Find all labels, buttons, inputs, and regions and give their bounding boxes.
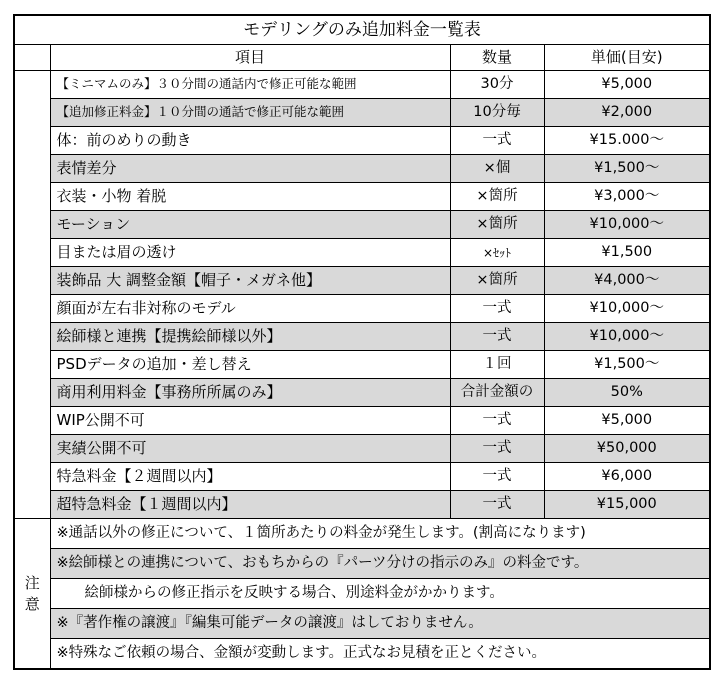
item-name: 顔面が左右非対称のモデル xyxy=(50,295,450,323)
item-qty: 30分 xyxy=(450,71,544,99)
table-row xyxy=(14,295,710,323)
item-qty: ×箇所 xyxy=(450,211,544,239)
notes-label-char: 意 xyxy=(24,594,40,613)
item-qty: 一式 xyxy=(450,295,544,323)
item-price: ¥15.000～ xyxy=(544,127,710,155)
table-row xyxy=(14,379,710,407)
item-price: ¥10,000～ xyxy=(544,295,710,323)
item-qty: 一式 xyxy=(450,463,544,491)
item-price: ¥1,500 xyxy=(544,239,710,267)
item-price: ¥10,000～ xyxy=(544,211,710,239)
table-row xyxy=(14,491,710,519)
item-qty: １回 xyxy=(450,351,544,379)
header-price: 単価(目安) xyxy=(544,45,710,71)
table-row xyxy=(14,211,710,239)
price-table xyxy=(13,14,711,670)
item-name: PSDデータの追加・差し替え xyxy=(50,351,450,379)
item-name: WIP公開不可 xyxy=(50,407,450,435)
item-name: 【追加修正料金】１０分間の通話で修正可能な範囲 xyxy=(50,99,450,127)
item-name: 衣装・小物 着脱 xyxy=(50,183,450,211)
note-row xyxy=(14,609,710,639)
item-price: ¥4,000～ xyxy=(544,267,710,295)
item-name: 装飾品 大 調整金額【帽子・メガネ他】 xyxy=(50,267,450,295)
table-row xyxy=(14,99,710,127)
item-price: ¥6,000 xyxy=(544,463,710,491)
item-qty: 一式 xyxy=(450,323,544,351)
item-price: 50% xyxy=(544,379,710,407)
item-name: 表情差分 xyxy=(50,155,450,183)
item-price: ¥2,000 xyxy=(544,99,710,127)
item-price: ¥50,000 xyxy=(544,435,710,463)
item-price: ¥1,500～ xyxy=(544,155,710,183)
item-name: 体：前のめりの動き xyxy=(50,127,450,155)
header-item: 項目 xyxy=(50,45,450,71)
item-name: 絵師様と連携【提携絵師様以外】 xyxy=(50,323,450,351)
item-name: 【ミニマムのみ】３０分間の通話内で修正可能な範囲 xyxy=(50,71,450,99)
table-row xyxy=(14,323,710,351)
item-price: ¥3,000～ xyxy=(544,183,710,211)
item-name: モーション xyxy=(50,211,450,239)
table-row xyxy=(14,183,710,211)
notes-label-char: 注 xyxy=(24,574,40,593)
table-row xyxy=(14,463,710,491)
item-qty: 一式 xyxy=(450,491,544,519)
note-row xyxy=(14,579,710,609)
item-qty: ×箇所 xyxy=(450,183,544,211)
item-name: 超特急料金【１週間以内】 xyxy=(50,491,450,519)
item-price: ¥5,000 xyxy=(544,407,710,435)
header-qty: 数量 xyxy=(450,45,544,71)
item-qty: ×個 xyxy=(450,155,544,183)
item-qty: 10分毎 xyxy=(450,99,544,127)
note-text: 絵師様からの修正指示を反映する場合、別途料金がかかります。 xyxy=(50,579,710,609)
table-row xyxy=(14,127,710,155)
row-side-cell xyxy=(14,71,50,519)
table-row xyxy=(14,155,710,183)
item-qty: ×ｾｯﾄ xyxy=(450,239,544,267)
table-row xyxy=(14,351,710,379)
table-title: モデリングのみ追加料金一覧表 xyxy=(14,15,710,45)
item-qty: 合計金額の xyxy=(450,379,544,407)
item-name: 実績公開不可 xyxy=(50,435,450,463)
item-price: ¥1,500～ xyxy=(544,351,710,379)
note-text: ※『著作権の譲渡』『編集可能データの譲渡』はしておりません。 xyxy=(50,609,710,639)
item-qty: 一式 xyxy=(450,435,544,463)
item-name: 目または眉の透け xyxy=(50,239,450,267)
note-row xyxy=(14,519,710,549)
corner-cell xyxy=(14,45,50,71)
table-row xyxy=(14,407,710,435)
table-row xyxy=(14,71,710,99)
item-name: 特急料金【２週間以内】 xyxy=(50,463,450,491)
item-qty: ×箇所 xyxy=(450,267,544,295)
note-row xyxy=(14,639,710,670)
item-price: ¥15,000 xyxy=(544,491,710,519)
item-name: 商用利用料金【事務所所属のみ】 xyxy=(50,379,450,407)
table-row xyxy=(14,239,710,267)
table-row xyxy=(14,267,710,295)
note-text: ※特殊なご依頼の場合、金額が変動します。正式なお見積を正とください。 xyxy=(50,639,710,670)
item-qty: 一式 xyxy=(450,407,544,435)
note-text: ※絵師様との連携について、おもちからの『パーツ分けの指示のみ』の料金です。 xyxy=(50,549,710,579)
table-row xyxy=(14,435,710,463)
note-row xyxy=(14,549,710,579)
notes-label-cell xyxy=(14,519,50,670)
item-qty: 一式 xyxy=(450,127,544,155)
note-text: ※通話以外の修正について、１箇所あたりの料金が発生します。(割高になります) xyxy=(50,519,710,549)
item-price: ¥10,000～ xyxy=(544,323,710,351)
item-price: ¥5,000 xyxy=(544,71,710,99)
